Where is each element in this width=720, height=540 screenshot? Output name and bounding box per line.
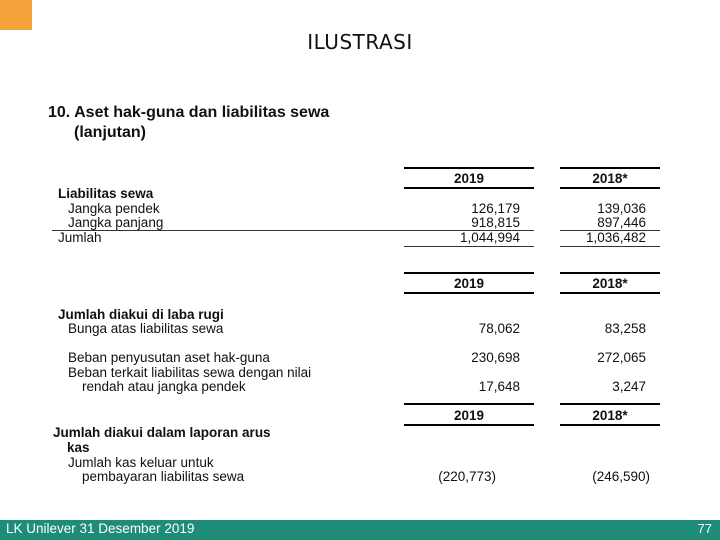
table1-total-label: Jumlah bbox=[58, 230, 102, 245]
table3-top-rule-2019 bbox=[404, 403, 534, 405]
table1-title: Liabilitas sewa bbox=[58, 186, 154, 201]
table1-total-value-2018: 1,036,482 bbox=[585, 230, 646, 245]
table3-header-rule-2019 bbox=[404, 424, 534, 426]
table2-header-2018: 2018* bbox=[592, 276, 628, 291]
table1-top-rule-2018 bbox=[560, 167, 660, 169]
table1-header-rule-2019 bbox=[404, 187, 534, 189]
table1-row-value-2019: 126,179 bbox=[471, 201, 520, 216]
table1-header-rule-2018 bbox=[560, 187, 660, 189]
table1-row-value-2018: 139,036 bbox=[597, 201, 646, 216]
table1-header-2019: 2019 bbox=[453, 171, 485, 186]
page-number: 77 bbox=[697, 521, 712, 536]
table1-top-rule-2019 bbox=[404, 167, 534, 169]
table1-header-2018: 2018* bbox=[592, 171, 628, 186]
table3-top-rule-2018 bbox=[560, 403, 660, 405]
slide-title: ILUSTRASI bbox=[307, 30, 413, 54]
footer-bar bbox=[0, 520, 720, 540]
table2-title: Jumlah diakui di laba rugi bbox=[58, 307, 224, 322]
table3-header-2018: 2018* bbox=[592, 408, 628, 423]
table3-header-2019: 2019 bbox=[453, 408, 485, 423]
table3-row-label-line1: Jumlah kas keluar untuk bbox=[68, 455, 214, 470]
table3-title-line1: Jumlah diakui dalam laporan arus bbox=[53, 425, 271, 440]
table1-total-value-2019: 1,044,994 bbox=[459, 230, 520, 245]
table1-row-value-2018: 897,446 bbox=[597, 215, 646, 230]
footer-source: LK Unilever 31 Desember 2019 bbox=[6, 521, 195, 536]
table2-header-rule-2019 bbox=[404, 292, 534, 294]
section-number: 10. bbox=[48, 104, 71, 121]
section-heading bbox=[48, 103, 329, 143]
table1-row-value-2019: 918,815 bbox=[471, 215, 520, 230]
table2-row-label: Bunga atas liabilitas sewa bbox=[68, 321, 224, 336]
table3-row-value-2019: (220,773) bbox=[438, 469, 496, 484]
table3-header-rule-2018 bbox=[560, 424, 660, 426]
table2-row-value-2018: 83,258 bbox=[604, 321, 646, 336]
table2-row-value-2018: 272,065 bbox=[597, 350, 646, 365]
table3-row-label-line2: pembayaran liabilitas sewa bbox=[82, 469, 245, 484]
section-title-line1: Aset hak-guna dan liabilitas sewa bbox=[74, 104, 330, 121]
table2-row-value-2019: 17,648 bbox=[478, 379, 520, 394]
table2-row-value-2019: 230,698 bbox=[471, 350, 520, 365]
table2-row-label-line2: rendah atau jangka pendek bbox=[82, 379, 246, 394]
table1-row-label: Jangka panjang bbox=[68, 215, 164, 230]
table1-row-label: Jangka pendek bbox=[68, 201, 160, 216]
section-title-line2: (lanjutan) bbox=[74, 124, 146, 141]
table2-row-label: Beban penyusutan aset hak-guna bbox=[68, 350, 270, 365]
table2-row-label-line1: Beban terkait liabilitas sewa dengan nilai bbox=[68, 365, 312, 380]
table2-header-2019: 2019 bbox=[453, 276, 485, 291]
table2-top-rule-2019 bbox=[404, 272, 534, 274]
table2-header-rule-2018 bbox=[560, 292, 660, 294]
table1-total-rule-2018 bbox=[560, 246, 660, 247]
table2-top-rule-2018 bbox=[560, 272, 660, 274]
table3-title-line2: kas bbox=[67, 440, 90, 455]
table3-row-value-2018: (246,590) bbox=[592, 469, 650, 484]
table2-row-value-2019: 78,062 bbox=[478, 321, 520, 336]
table2-row-value-2018: 3,247 bbox=[612, 379, 646, 394]
table1-total-rule-2019 bbox=[404, 246, 534, 247]
